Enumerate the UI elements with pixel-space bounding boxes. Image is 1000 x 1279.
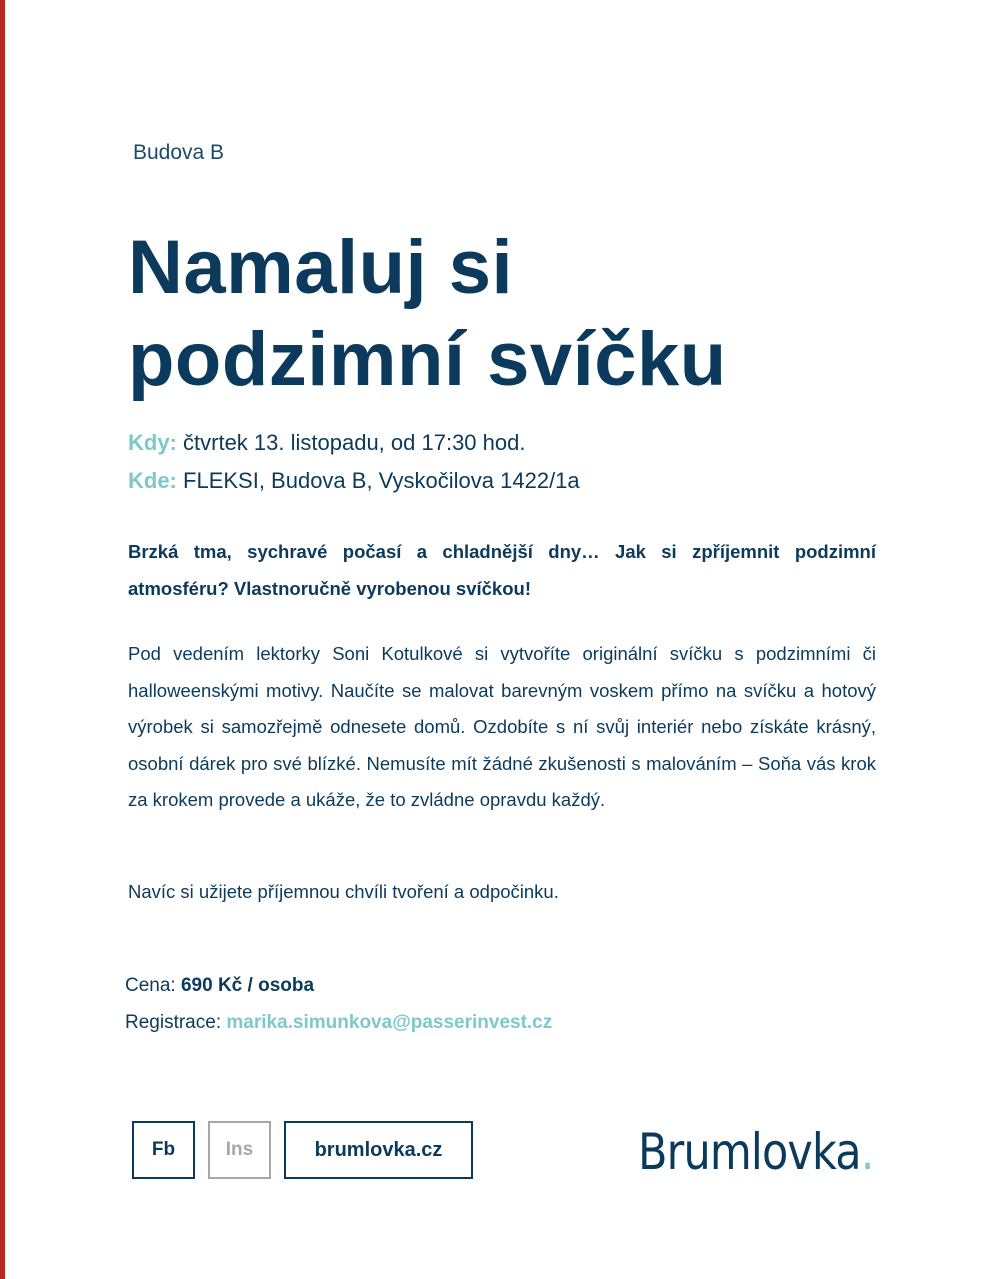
price-label: Cena: — [125, 975, 176, 996]
price-value: 690 Kč / osoba — [180, 975, 315, 996]
title-line-2: podzimní svíčku — [128, 317, 727, 402]
facebook-button[interactable]: Fb — [132, 1121, 195, 1179]
price-row — [125, 967, 552, 1004]
title-line-1: Namaluj si — [128, 225, 514, 310]
red-accent-bar — [0, 0, 5, 1279]
instagram-button[interactable]: Ins — [208, 1121, 271, 1179]
extra-paragraph: Navíc si užijete příjemnou chvíli tvoření a odpočinku. — [128, 881, 559, 902]
when-value: čtvrtek 13. listopadu, od 17:30 hod. — [183, 430, 526, 455]
when-row — [128, 424, 580, 462]
price-registration — [125, 967, 552, 1041]
logo-dot: . — [860, 1123, 874, 1181]
where-value: FLEKSI, Budova B, Vyskočilova 1422/1a — [183, 468, 580, 493]
logo-text: Brumlovka — [638, 1123, 861, 1181]
brumlovka-logo — [638, 1122, 874, 1182]
website-button[interactable]: brumlovka.cz — [284, 1121, 473, 1179]
registration-row — [125, 1004, 552, 1041]
lead-paragraph: Brzká tma, sychravé počasí a chladnější dny… Jak si zpříjemnit podzimní atmosféru? Vlastnoručně vyrobenou svíčkou! — [128, 541, 876, 599]
registration-label: Registrace: — [125, 1012, 222, 1033]
where-label: Kde: — [128, 468, 177, 493]
event-meta — [128, 424, 580, 500]
body-paragraph: Pod vedením lektorky Soni Kotulkové si vytvoříte originální svíčku s podzimními či halloweenskými motivy. Naučíte se malovat barevným voskem přímo na svíčku a hotový výrobek si samozřejmě odnesete domů. Ozdobíte s ní svůj interiér nebo získáte krásný, osobní dárek pro své blízké. Nemusíte mít žádné zkušenosti s malováním – Soňa vás krok za krokem provede a ukáže, že to zvládne opravdu každý. — [128, 643, 876, 811]
registration-email-link[interactable]: marika.simunkova@passerinvest.cz — [226, 1012, 553, 1033]
social-links — [132, 1121, 473, 1179]
event-title — [128, 222, 727, 406]
where-row — [128, 462, 580, 500]
building-label: Budova B — [133, 141, 225, 164]
when-label: Kdy: — [128, 430, 177, 455]
